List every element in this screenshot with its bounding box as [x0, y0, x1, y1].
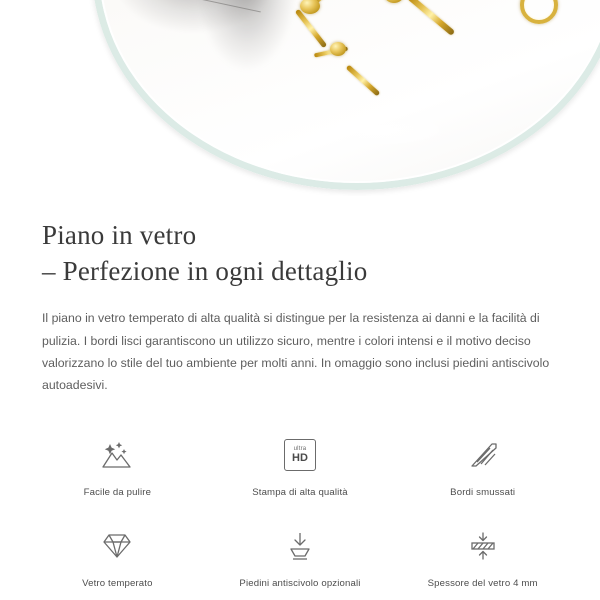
bevelled-edge-icon — [466, 433, 500, 477]
feature-label: Piedini antiscivolo opzionali — [239, 577, 361, 589]
feature-label: Facile da pulire — [83, 486, 152, 498]
badge-top-text: ultra — [293, 445, 307, 452]
feature-label: Bordi smussati — [450, 486, 516, 498]
feature-label: Spessore del vetro 4 mm — [427, 577, 538, 589]
feature-item — [26, 433, 209, 498]
thickness-arrows-icon — [466, 524, 500, 568]
feature-item — [391, 433, 574, 498]
title-line-2: – Perfezione in ogni dettaglio — [42, 255, 368, 286]
hero-image — [0, 0, 600, 196]
feature-grid — [0, 433, 600, 589]
title-line-1: Piano in vetro — [42, 220, 197, 250]
feature-item — [26, 524, 209, 589]
ultra-hd-badge-icon — [284, 433, 316, 477]
gold-blob — [330, 42, 346, 56]
gold-vein — [407, 0, 455, 36]
text-block — [0, 196, 600, 397]
feature-item — [209, 524, 392, 589]
sparkle-cloth-icon — [99, 433, 135, 477]
feature-item — [209, 433, 392, 498]
glass-plate-graphic — [92, 0, 600, 190]
diamond-icon — [100, 524, 134, 568]
feature-label: Stampa di alta qualità — [252, 486, 348, 498]
description-paragraph: Il piano in vetro temperato di alta qualità si distingue per la resistenza ai danni e la facilità di pulizia. I bordi lisci garantiscono un utilizzo sicuro, mentre i colori intensi e il motivo deciso valorizzano lo stile del tuo ambiente per molti anni. In omaggio sono inclusi piedini antiscivolo autoadesivi. — [42, 311, 550, 393]
feature-item — [391, 524, 574, 589]
anti-slip-feet-icon — [283, 524, 317, 568]
gold-ring — [520, 0, 558, 24]
gold-vein — [346, 65, 381, 97]
gold-blob — [384, 0, 404, 3]
page-title — [42, 218, 558, 289]
feature-label: Vetro temperato — [82, 577, 153, 589]
badge-bottom-text: HD — [292, 451, 308, 464]
plate-highlight — [292, 110, 462, 150]
